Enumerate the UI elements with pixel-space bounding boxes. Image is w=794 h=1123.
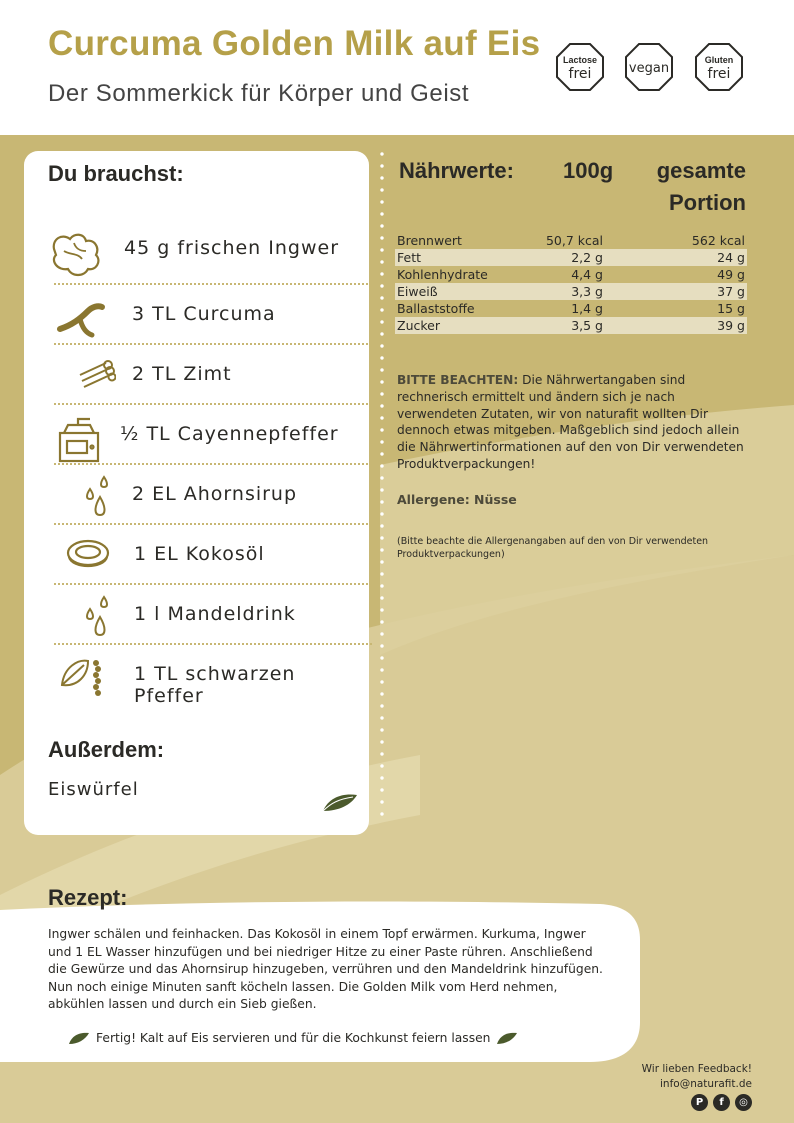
coconut-icon xyxy=(66,535,110,575)
nutrient-value-100g: 2,2 g xyxy=(571,250,603,265)
table-row xyxy=(395,300,747,317)
drops-icon xyxy=(80,475,114,521)
nutrient-value-100g: 1,4 g xyxy=(571,301,603,316)
page-subtitle: Der Sommerkick für Körper und Geist xyxy=(48,80,470,107)
ingredient-row xyxy=(24,469,369,529)
nutrition-col-100g: 100g xyxy=(563,158,614,183)
feedback-text: Wir lieben Feedback! xyxy=(641,1063,752,1075)
table-row xyxy=(395,232,747,249)
instagram-icon[interactable]: ◎ xyxy=(735,1094,752,1111)
pepper-leaf-icon xyxy=(58,655,108,701)
allergen-note: (Bitte beachte die Allergenangaben auf den von Dir verwendeten Produktverpackungen) xyxy=(397,536,709,560)
allergens: Allergene: Nüsse xyxy=(397,492,517,507)
divider xyxy=(54,463,372,465)
badge-line1: Gluten xyxy=(704,55,734,65)
lactose-free-badge xyxy=(555,42,605,92)
feedback xyxy=(642,1062,752,1092)
recipe-heading: Rezept: xyxy=(48,885,128,910)
cinnamon-icon xyxy=(76,355,116,395)
ingredient-label: 2 EL Ahornsirup xyxy=(132,483,298,505)
leaf-icon xyxy=(321,791,359,813)
nutrient-value-100g: 50,7 kcal xyxy=(545,233,603,248)
nutrient-value-total: 37 g xyxy=(717,284,745,299)
table-row xyxy=(395,249,747,266)
nutrient-value-total: 562 kcal xyxy=(691,233,745,248)
ingredient-label: 1 EL Kokosöl xyxy=(134,543,265,565)
ingredient-row xyxy=(24,529,369,589)
facebook-icon[interactable]: f xyxy=(713,1094,730,1111)
leaf-icon xyxy=(496,1031,518,1045)
ingredient-row xyxy=(24,409,369,469)
nutrient-name: Eiweiß xyxy=(397,284,438,299)
spice-grinder-icon xyxy=(54,415,104,465)
badge-line1: vegan xyxy=(628,61,670,76)
recipe-finish xyxy=(68,1031,518,1045)
nutrition-col-total-line1: gesamte xyxy=(656,158,746,183)
ingredient-row xyxy=(24,349,369,409)
ingredient-row xyxy=(24,649,369,709)
table-row xyxy=(395,283,747,300)
badge-line2: frei xyxy=(707,66,731,82)
ginger-icon xyxy=(48,229,106,283)
ingredient-label: 1 l Mandeldrink xyxy=(134,603,296,625)
divider xyxy=(54,643,372,645)
ingredients-heading: Du brauchst: xyxy=(48,161,184,186)
vegan-badge xyxy=(624,42,674,92)
nutrition-col-total-line2: Portion xyxy=(669,190,746,215)
ingredient-row xyxy=(24,289,369,349)
divider xyxy=(54,403,372,405)
header xyxy=(0,0,794,135)
nutrition-table xyxy=(395,232,747,334)
badge-line2: frei xyxy=(568,66,592,82)
nutrient-name: Fett xyxy=(397,250,421,265)
also-item: Eiswürfel xyxy=(48,779,139,800)
nutrition-heading: Nährwerte: xyxy=(399,158,514,183)
ingredient-row xyxy=(24,589,369,649)
divider xyxy=(54,583,372,585)
ingredient-label: 2 TL Zimt xyxy=(132,363,232,385)
ingredient-row xyxy=(24,223,369,283)
ingredient-label: 1 TL schwarzen Pfeffer xyxy=(134,663,296,707)
ingredients-card xyxy=(24,151,369,835)
divider xyxy=(54,523,372,525)
nutrient-name: Zucker xyxy=(397,318,440,333)
badge-line1: Lactose xyxy=(562,55,598,65)
recipe-text: Ingwer schälen und feinhacken. Das Kokosöl in einem Topf erwärmen. Kurkuma, Ingwer und 1 EL Wasser hinzufügen und bei niedriger Hitze zu einer Paste rühren. Anschließend die Gewürze und das Ahornsirup hinzugeben, verrühren und den Mandeldrink hinzufügen. Nun noch einige Minuten sanft köcheln lassen. Die Golden Milk vom Herd nehmen, abkühlen lassen und durch ein Sieb gießen. xyxy=(48,927,603,1011)
social-links xyxy=(691,1094,752,1111)
nutrient-value-total: 24 g xyxy=(717,250,745,265)
drops-icon xyxy=(80,595,114,641)
note-label: BITTE BEACHTEN: xyxy=(397,373,519,387)
divider xyxy=(54,343,372,345)
note-text: Die Nährwertangaben sind rechnerisch ermittelt und ändern sich je nach verwendeten Zutaten, wir von naturafit wollten Dir dennoch etwas mitgeben. Maßgeblich sind jedoch allein die Nährwertinformationen auf den von Dir verwendeten Produktverpackungen! xyxy=(397,373,744,471)
curcuma-root-icon xyxy=(56,295,108,339)
feedback-email[interactable]: info@naturafit.de xyxy=(660,1078,752,1090)
leaf-icon xyxy=(68,1031,90,1045)
ingredient-label: ½ TL Cayennepfeffer xyxy=(120,423,339,445)
table-row xyxy=(395,266,747,283)
dotted-divider xyxy=(380,148,384,818)
ingredient-label: 45 g frischen Ingwer xyxy=(124,237,340,259)
nutrient-value-100g: 3,5 g xyxy=(571,318,603,333)
table-row xyxy=(395,317,747,334)
also-heading: Außerdem: xyxy=(48,737,165,762)
nutrient-value-100g: 3,3 g xyxy=(571,284,603,299)
divider xyxy=(54,283,372,285)
pinterest-icon[interactable]: P xyxy=(691,1094,708,1111)
nutrient-name: Kohlenhydrate xyxy=(397,267,488,282)
nutrient-value-total: 39 g xyxy=(717,318,745,333)
nutrition-note xyxy=(397,372,749,473)
page-title: Curcuma Golden Milk auf Eis xyxy=(48,24,541,63)
ingredient-label: 3 TL Curcuma xyxy=(132,303,276,325)
finish-text: Fertig! Kalt auf Eis servieren und für die Kochkunst feiern lassen xyxy=(96,1031,491,1045)
nutrient-name: Brennwert xyxy=(397,233,462,248)
nutrient-name: Ballaststoffe xyxy=(397,301,475,316)
nutrient-value-total: 49 g xyxy=(717,267,745,282)
gluten-free-badge xyxy=(694,42,744,92)
nutrient-value-total: 15 g xyxy=(717,301,745,316)
nutrient-value-100g: 4,4 g xyxy=(571,267,603,282)
